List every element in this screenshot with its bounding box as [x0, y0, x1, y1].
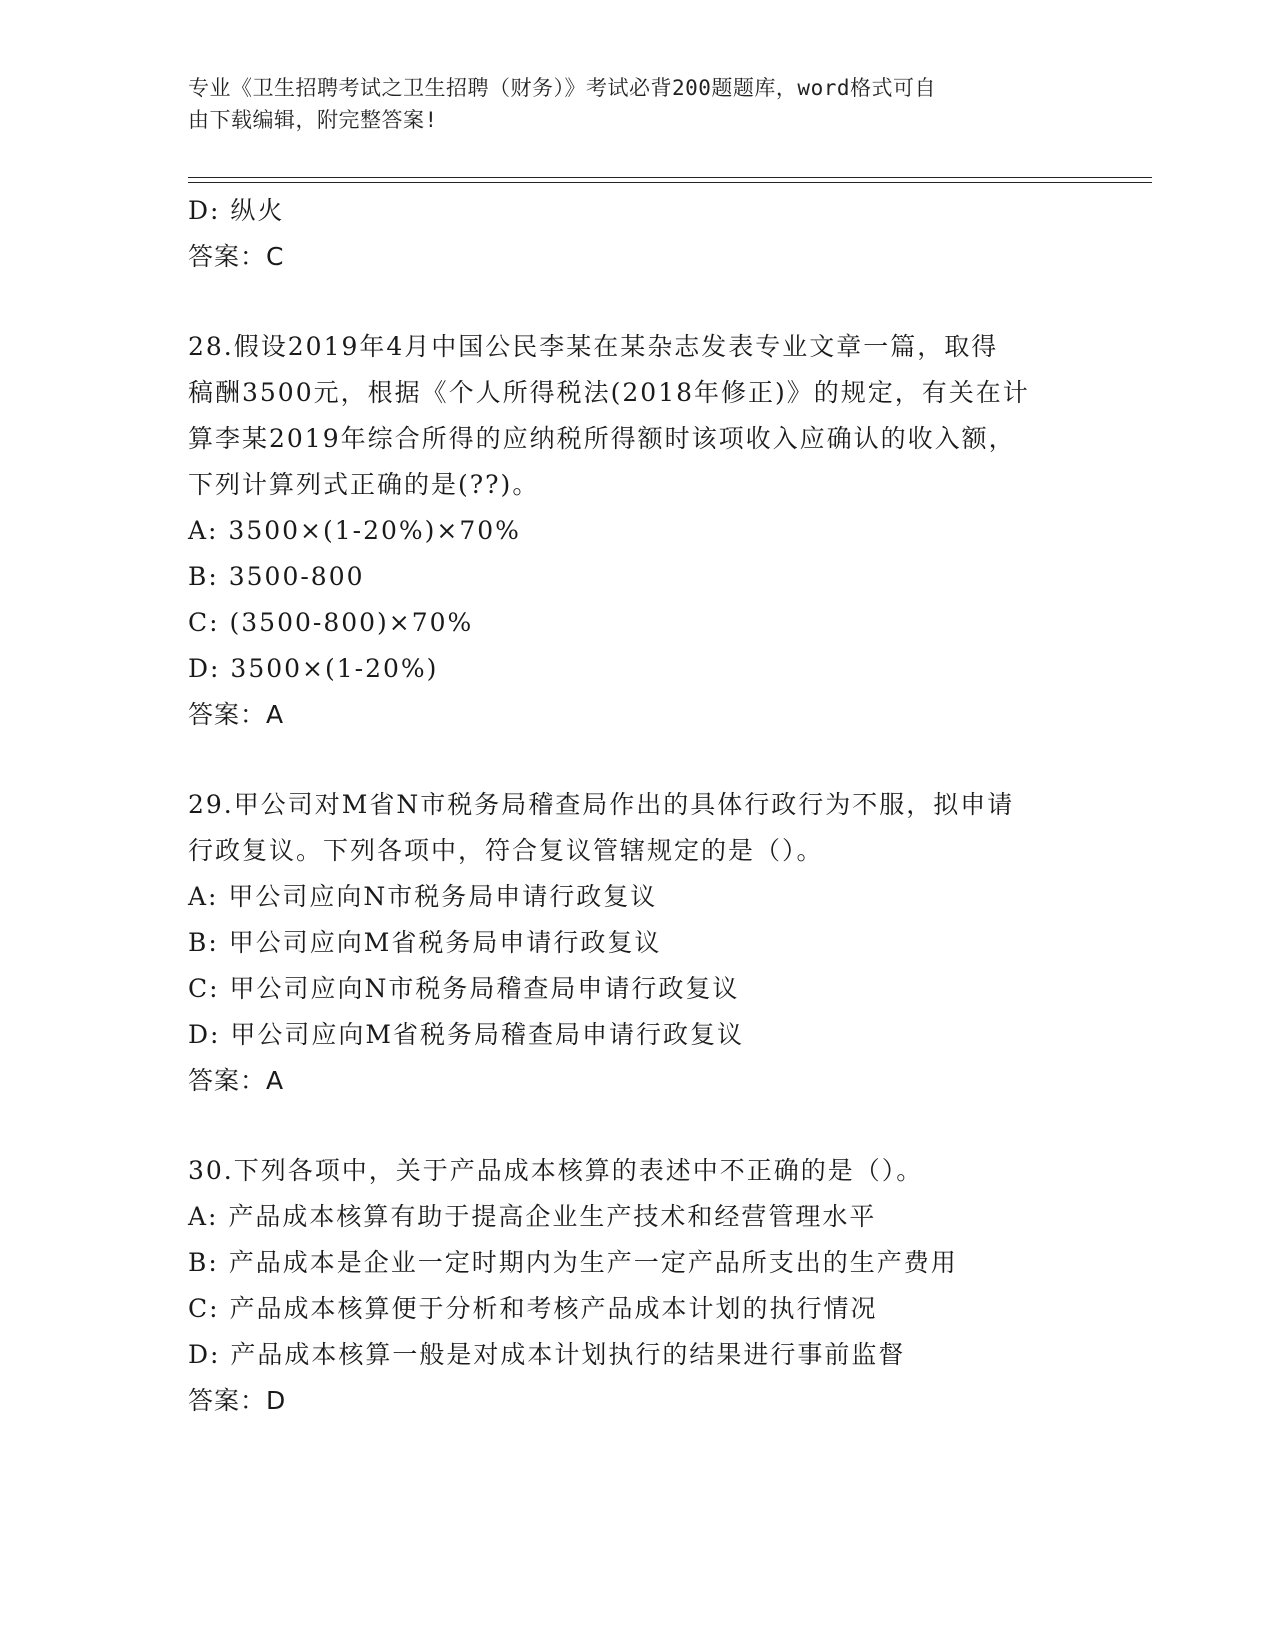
answer-line: 答案：C	[188, 242, 285, 271]
question-stem-line: 稿酬3500元，根据《个人所得税法(2018年修正)》的规定，有关在计	[188, 378, 1030, 407]
header-divider-top	[188, 177, 1152, 178]
question-29	[188, 782, 1088, 1104]
question-30	[188, 1148, 1088, 1424]
question-stem-line: 28.假设2019年4月中国公民李某在某杂志发表专业文章一篇，取得	[188, 332, 999, 361]
option-b: B: 3500-800	[188, 562, 365, 591]
option-d: D: 3500×(1-20%)	[188, 654, 439, 683]
option-c: C: 产品成本核算便于分析和考核产品成本计划的执行情况	[188, 1294, 878, 1323]
option-a: A: 产品成本核算有助于提高企业生产技术和经营管理水平	[188, 1202, 877, 1231]
question-stem-line: 行政复议。下列各项中，符合复议管辖规定的是（）。	[188, 836, 824, 865]
option-c: C: (3500-800)×70%	[188, 608, 474, 637]
question-28	[188, 324, 1088, 738]
option-d: D: 甲公司应向M省税务局稽查局申请行政复议	[188, 1020, 745, 1049]
question-stem-line: 30.下列各项中，关于产品成本核算的表述中不正确的是（）。	[188, 1156, 924, 1185]
header-line-2: 由下载编辑，附完整答案!	[188, 108, 438, 132]
answer-line: 答案：D	[188, 1386, 287, 1415]
answer-line: 答案：A	[188, 1066, 285, 1095]
option-b: B: 产品成本是企业一定时期内为生产一定产品所支出的生产费用	[188, 1248, 958, 1277]
header-line-1: 专业《卫生招聘考试之卫生招聘（财务）》考试必背200题题库，word格式可自	[188, 76, 936, 100]
header-divider-bottom	[188, 182, 1152, 183]
option-b: B: 甲公司应向M省税务局申请行政复议	[188, 928, 662, 957]
option-d: D: 产品成本核算一般是对成本计划执行的结果进行事前监督	[188, 1340, 906, 1369]
option-c: C: 甲公司应向N市税务局稽查局申请行政复议	[188, 974, 740, 1003]
option-a: A: 甲公司应向N市税务局申请行政复议	[188, 882, 658, 911]
page-header	[188, 72, 1068, 136]
question-stem-line: 29.甲公司对M省N市税务局稽查局作出的具体行政行为不服，拟申请	[188, 790, 1015, 819]
answer-line: 答案：A	[188, 700, 285, 729]
question-list	[188, 188, 1088, 1424]
question-stem-line: 下列计算列式正确的是(??)。	[188, 470, 540, 499]
option-a: A: 3500×(1-20%)×70%	[188, 516, 521, 545]
question-stem-line: 算李某2019年综合所得的应纳税所得额时该项收入应确认的收入额，	[188, 424, 1016, 453]
option-d: D: 纵火	[188, 196, 285, 225]
previous-question	[188, 188, 1088, 280]
